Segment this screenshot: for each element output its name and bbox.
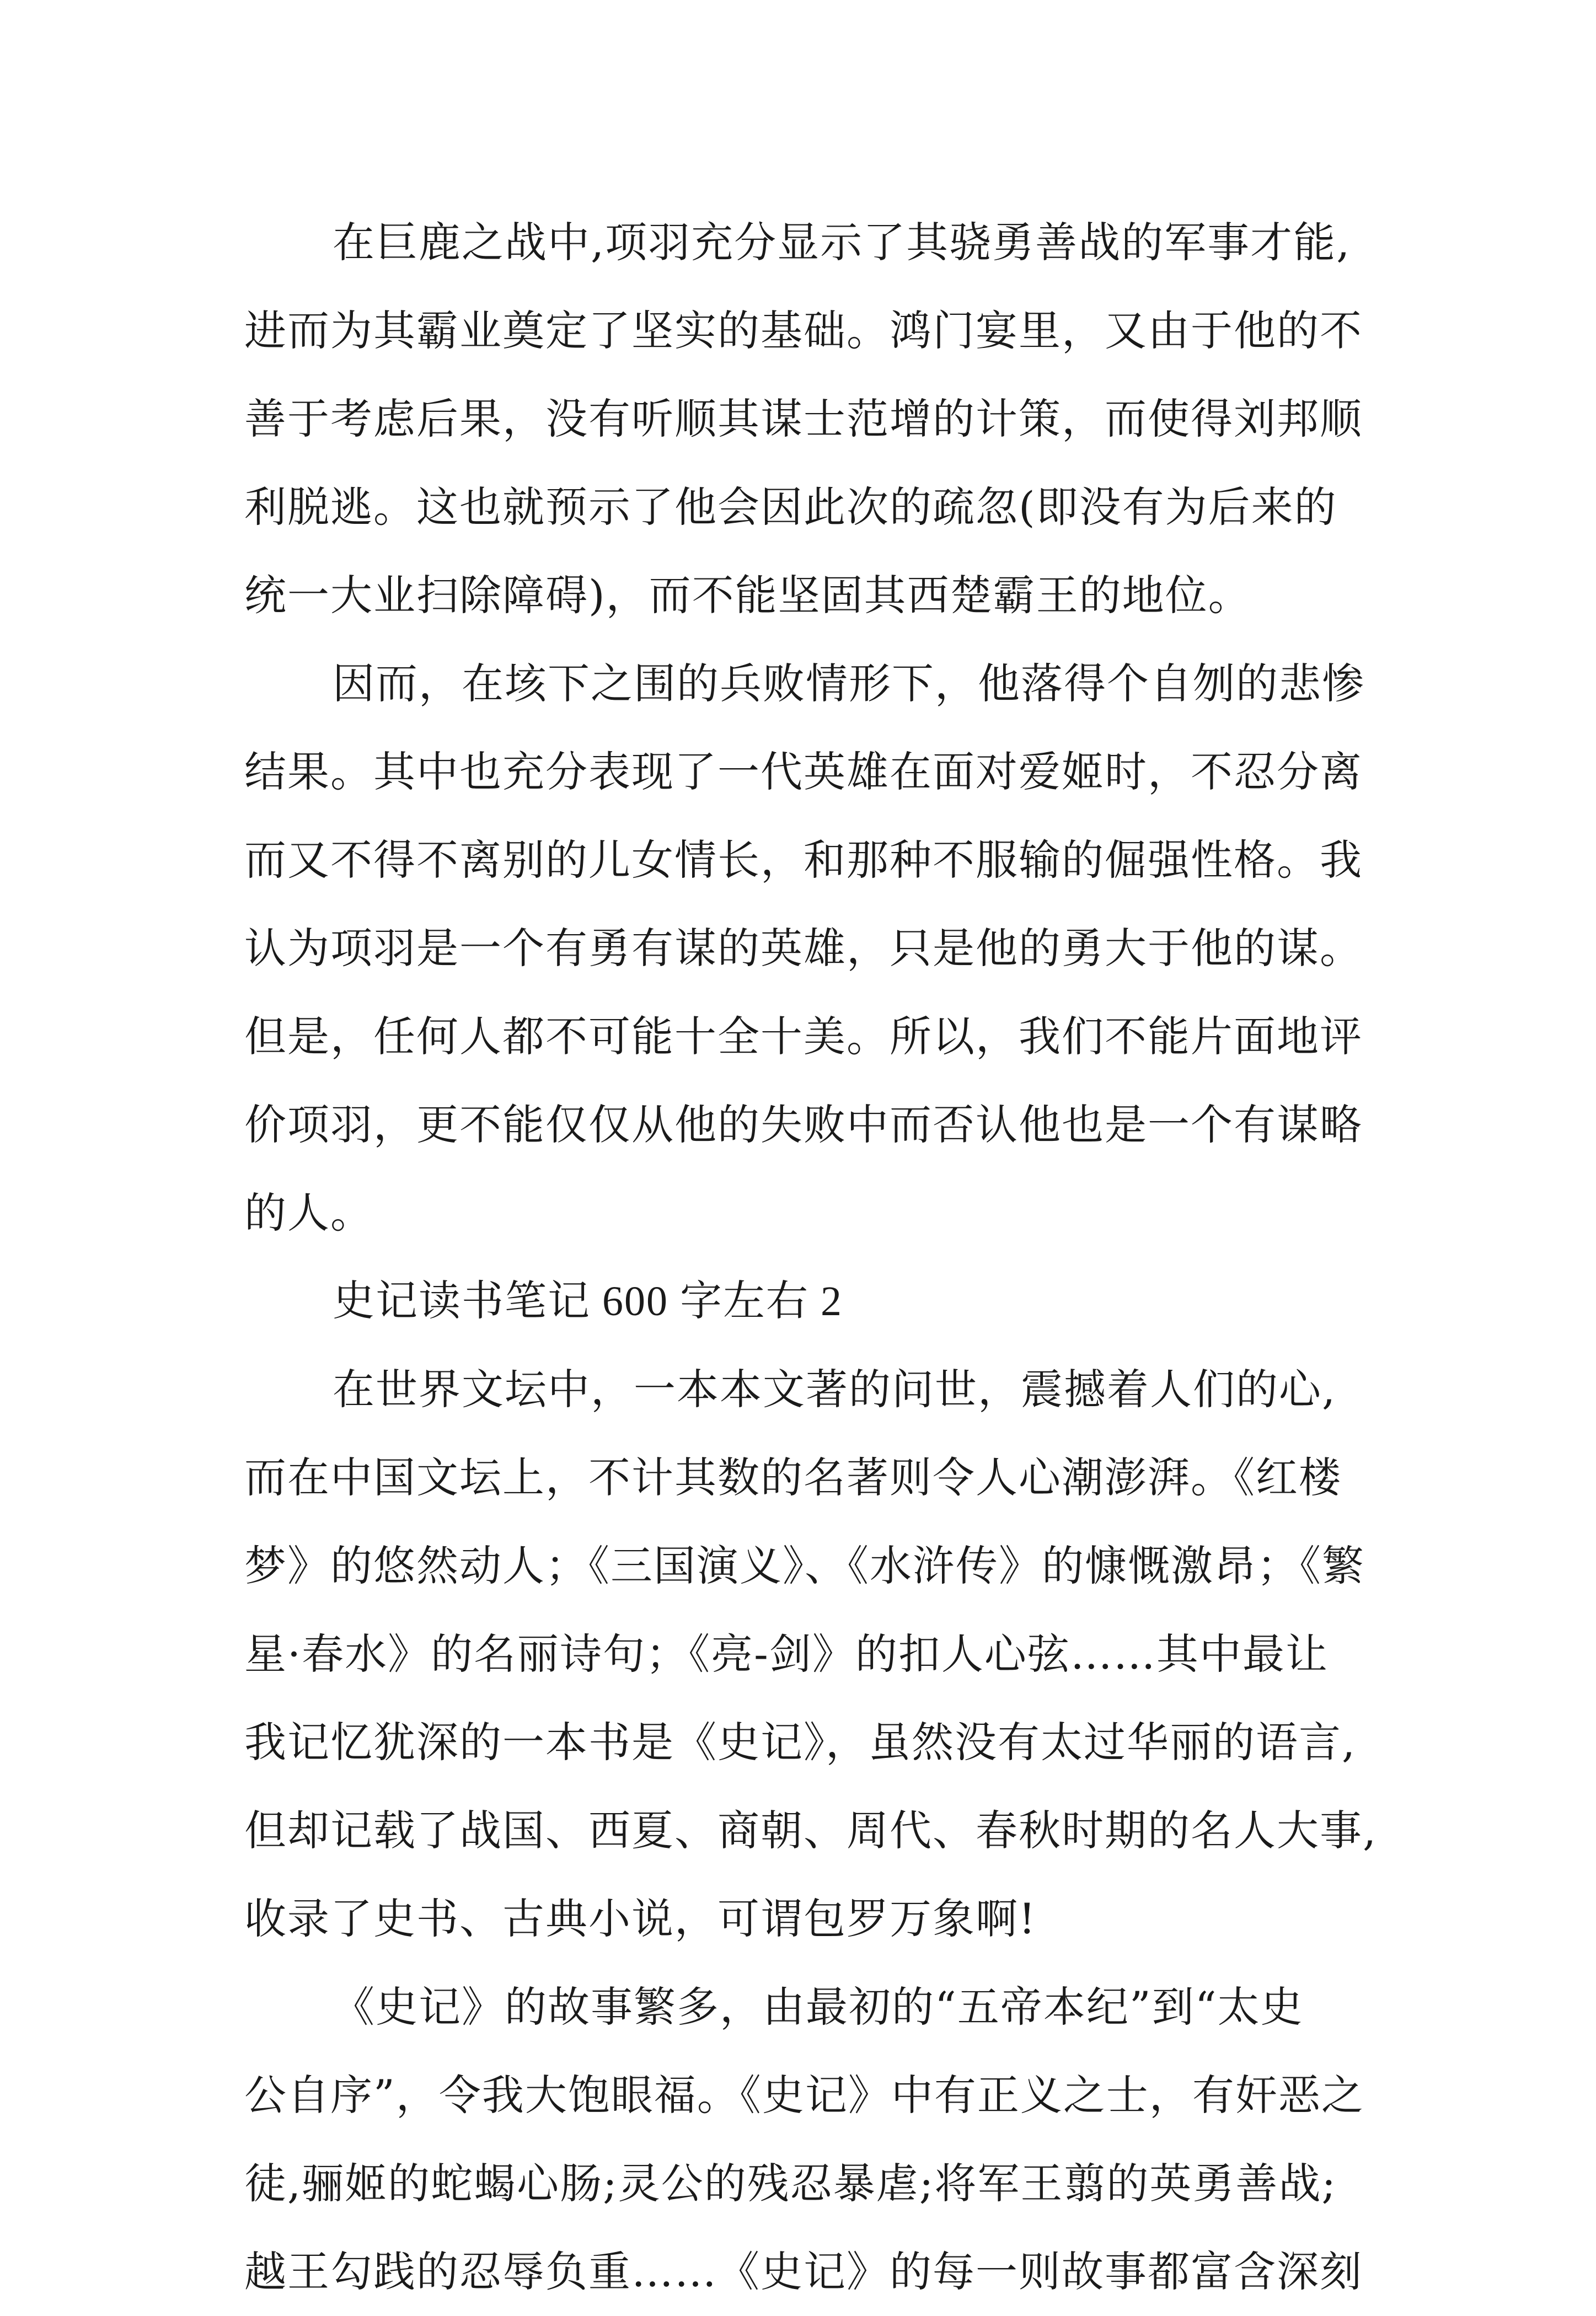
paragraph-line: 但却记载了战国、西夏、商朝、周代、春秋时期的名人大事, bbox=[244, 1806, 1378, 1855]
paragraph-line: 进而为其霸业奠定了坚实的基础。鸿门宴里，又由于他的不 bbox=[244, 306, 1363, 355]
paragraph-line: 善于考虑后果，没有听顺其谋士范增的计策，而使得刘邦顺 bbox=[244, 394, 1363, 443]
paragraph-line: 徒,骊姬的蛇蝎心肠;灵公的残忍暴虐;将军王翦的英勇善战; bbox=[244, 2159, 1337, 2208]
paragraph-line: 公自序”，令我大饱眼福。《史记》中有正义之士，有奸恶之 bbox=[244, 2071, 1364, 2120]
paragraph-line: 统一大业扫除障碍)，而不能坚固其西楚霸王的地位。 bbox=[244, 571, 1251, 620]
paragraph-line: 因而，在垓下之围的兵败情形下，他落得个自刎的悲惨 bbox=[333, 659, 1365, 708]
paragraph-line: 梦》的悠然动人；《三国演义》、《水浒传》的慷慨激昂；《繁 bbox=[244, 1541, 1365, 1590]
paragraph-line: 结果。其中也充分表现了一代英雄在面对爱姬时，不忍分离 bbox=[244, 747, 1363, 796]
document-body bbox=[244, 199, 1378, 2316]
paragraph-line: 利脱逃。这也就预示了他会因此次的疏忽(即没有为后来的 bbox=[244, 482, 1337, 532]
paragraph-line: 我记忆犹深的一本书是《史记》，虽然没有太过华丽的语言, bbox=[244, 1718, 1357, 1767]
paragraph-line: 而在中国文坛上，不计其数的名著则令人心潮澎湃。《红楼 bbox=[244, 1453, 1342, 1502]
paragraph-line: 价项羽，更不能仅仅从他的失败中而否认他也是一个有谋略 bbox=[244, 1100, 1363, 1149]
paragraph-line: 星·春水》的名丽诗句；《亮-剑》的扣人心弦……其中最让 bbox=[244, 1629, 1329, 1679]
paragraph-line: 越王勾践的忍辱负重……《史记》的每一则故事都富含深刻 bbox=[244, 2247, 1363, 2296]
paragraph-line: 的人。 bbox=[244, 1188, 373, 1237]
paragraph-line: 认为项羽是一个有勇有谋的英雄，只是他的勇大于他的谋。 bbox=[244, 924, 1363, 973]
paragraph-line: 收录了史书、古典小说，可谓包罗万象啊! bbox=[244, 1894, 1037, 1943]
section-heading: 史记读书笔记 600 字左右 2 bbox=[333, 1278, 843, 1325]
paragraph-line: 在世界文坛中，一本本文著的问世，震撼着人们的心, bbox=[333, 1365, 1337, 1414]
paragraph-line: 但是，任何人都不可能十全十美。所以，我们不能片面地评 bbox=[244, 1012, 1363, 1061]
paragraph-line: 《史记》的故事繁多，由最初的“五帝本纪”到“太史 bbox=[333, 1982, 1304, 2031]
paragraph-line: 而又不得不离别的儿女情长，和那种不服输的倔强性格。我 bbox=[244, 835, 1363, 884]
paragraph-line: 在巨鹿之战中,项羽充分显示了其骁勇善战的军事才能, bbox=[333, 218, 1351, 267]
